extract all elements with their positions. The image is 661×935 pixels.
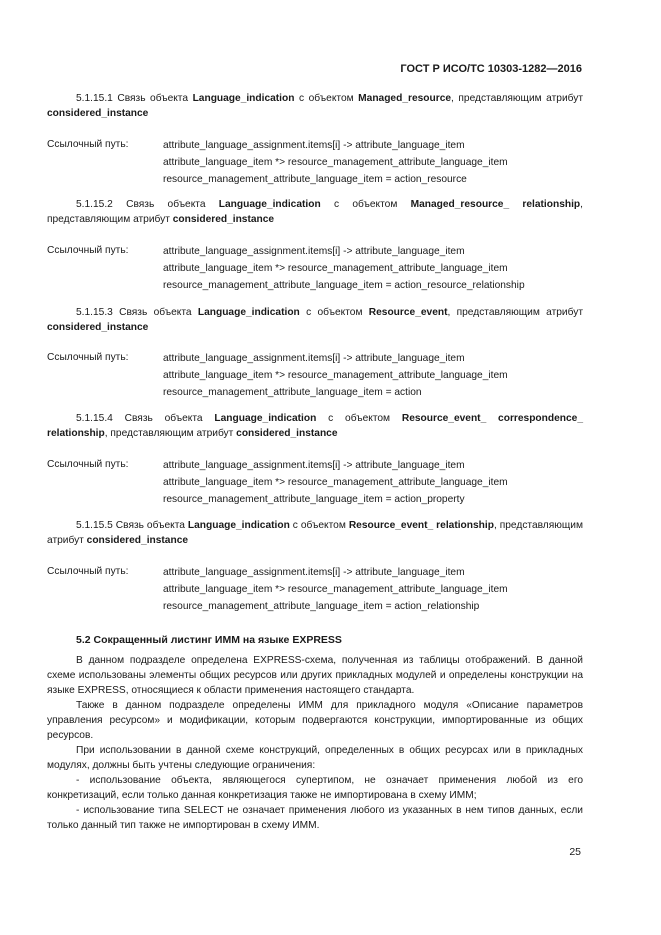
path-line: resource_management_attribute_language_item = action_property bbox=[163, 494, 465, 505]
reference-path-lines bbox=[163, 564, 508, 615]
attribute-name: considered_instance bbox=[47, 322, 149, 333]
reference-path-label: Ссылочный путь: bbox=[47, 459, 129, 470]
path-line: attribute_language_assignment.items[i] -> attribute_language_item bbox=[163, 460, 465, 471]
reference-path-label: Ссылочный путь: bbox=[47, 139, 129, 150]
page-number: 25 bbox=[569, 846, 581, 858]
path-line: attribute_language_assignment.items[i] -> attribute_language_item bbox=[163, 567, 465, 578]
standard-header: ГОСТ Р ИСО/ТС 10303-1282—2016 bbox=[400, 63, 582, 75]
path-line: attribute_language_item *> resource_management_attribute_language_item bbox=[163, 157, 508, 168]
attribute-name: considered_instance bbox=[172, 214, 275, 225]
entity-name: Language_indication bbox=[218, 199, 321, 210]
para-text: 5.1.15.5 Связь объекта bbox=[76, 520, 188, 531]
entity-name: Language_indication bbox=[197, 307, 300, 318]
attribute-name: considered_instance bbox=[86, 535, 189, 546]
entity-name: Language_indication bbox=[214, 413, 317, 424]
attribute-name: considered_instance bbox=[236, 428, 338, 439]
para-text: 5.1.15.3 Связь объекта bbox=[76, 307, 198, 318]
mapping-paragraph-4 bbox=[47, 411, 583, 441]
mapping-paragraph-2 bbox=[47, 197, 583, 227]
section-title: 5.2 Сокращенный листинг ИММ на языке EXPRESS bbox=[76, 634, 342, 646]
path-line: attribute_language_item *> resource_management_attribute_language_item bbox=[163, 370, 508, 381]
para-text: , представляющим атрибут bbox=[47, 199, 583, 225]
para-text: с объектом bbox=[299, 307, 369, 318]
attribute-name: considered_instance bbox=[47, 108, 149, 119]
para-text: с объектом bbox=[294, 93, 359, 104]
para-text: , представляющим атрибут bbox=[451, 93, 584, 104]
reference-path-label: Ссылочный путь: bbox=[47, 245, 129, 256]
reference-path-lines bbox=[163, 243, 525, 294]
reference-path-lines bbox=[163, 137, 508, 188]
body-paragraph: В данном подразделе определена EXPRESS-схема, полученная из таблицы отображений. В данной схеме использованы элементы общих ресурсов или других прикладных модулей и определены конструкции на языке EXPRESS, относящиеся к области применения настоящего стандарта. bbox=[47, 655, 583, 696]
section-body bbox=[47, 653, 583, 833]
path-line: attribute_language_item *> resource_management_attribute_language_item bbox=[163, 477, 508, 488]
para-text: 5.1.15.1 Связь объекта bbox=[76, 93, 193, 104]
list-item: - использование объекта, являющегося супертипом, не означает применения любой из его конкретизаций, если только данная конкретизация также не импортирована в схему ИММ; bbox=[47, 775, 583, 801]
body-paragraph: При использовании в данной схеме конструкций, определенных в общих ресурсах или в прикладных модулях, должны быть учтены следующие ограничения: bbox=[47, 745, 583, 771]
para-text: с объектом bbox=[289, 520, 349, 531]
target-entity-name: Resource_event bbox=[368, 307, 448, 318]
path-line: attribute_language_item *> resource_management_attribute_language_item bbox=[163, 263, 508, 274]
para-text: 5.1.15.2 Связь объекта bbox=[76, 199, 219, 210]
mapping-paragraph-1 bbox=[47, 91, 583, 121]
path-line: resource_management_attribute_language_item = action_resource_relationship bbox=[163, 280, 525, 291]
target-entity-name: Managed_resource bbox=[358, 93, 452, 104]
para-text: , представляющим атрибут bbox=[104, 428, 237, 439]
target-entity-name: Resource_event_ relationship bbox=[348, 520, 494, 531]
reference-path-lines bbox=[163, 350, 508, 401]
path-line: attribute_language_assignment.items[i] -> attribute_language_item bbox=[163, 353, 465, 364]
list-item: - использование типа SELECT не означает применения любого из указанных в нем типов данных, если только данный тип также не импортирован в схему ИММ. bbox=[47, 805, 583, 831]
path-line: resource_management_attribute_language_item = action_resource bbox=[163, 174, 467, 185]
para-text: с объектом bbox=[316, 413, 402, 424]
path-line: attribute_language_assignment.items[i] -> attribute_language_item bbox=[163, 140, 465, 151]
path-line: resource_management_attribute_language_item = action_relationship bbox=[163, 601, 480, 612]
entity-name: Language_indication bbox=[187, 520, 290, 531]
para-text: , представляющим атрибут bbox=[447, 307, 583, 318]
path-line: attribute_language_assignment.items[i] -> attribute_language_item bbox=[163, 246, 465, 257]
entity-name: Language_indication bbox=[192, 93, 295, 104]
path-line: attribute_language_item *> resource_management_attribute_language_item bbox=[163, 584, 508, 595]
mapping-paragraph-3 bbox=[47, 305, 583, 335]
reference-path-label: Ссылочный путь: bbox=[47, 352, 129, 363]
target-entity-name: Managed_resource_ relationship bbox=[410, 199, 581, 210]
para-text: 5.1.15.4 Связь объекта bbox=[76, 413, 215, 424]
para-text: с объектом bbox=[320, 199, 411, 210]
para-text: , представляющим атрибут bbox=[47, 520, 583, 546]
body-paragraph: Также в данном подразделе определены ИММ для прикладного модуля «Описание параметров управления ресурсом» и модификации, которым подвергаются конструкции, импортированные из общих ресурсов. bbox=[47, 700, 583, 741]
mapping-paragraph-5 bbox=[47, 518, 583, 548]
path-line: resource_management_attribute_language_item = action bbox=[163, 387, 422, 398]
reference-path-label: Ссылочный путь: bbox=[47, 566, 129, 577]
reference-path-lines bbox=[163, 457, 508, 508]
target-entity-name: Resource_event_ correspondence_ relationship bbox=[47, 413, 583, 439]
